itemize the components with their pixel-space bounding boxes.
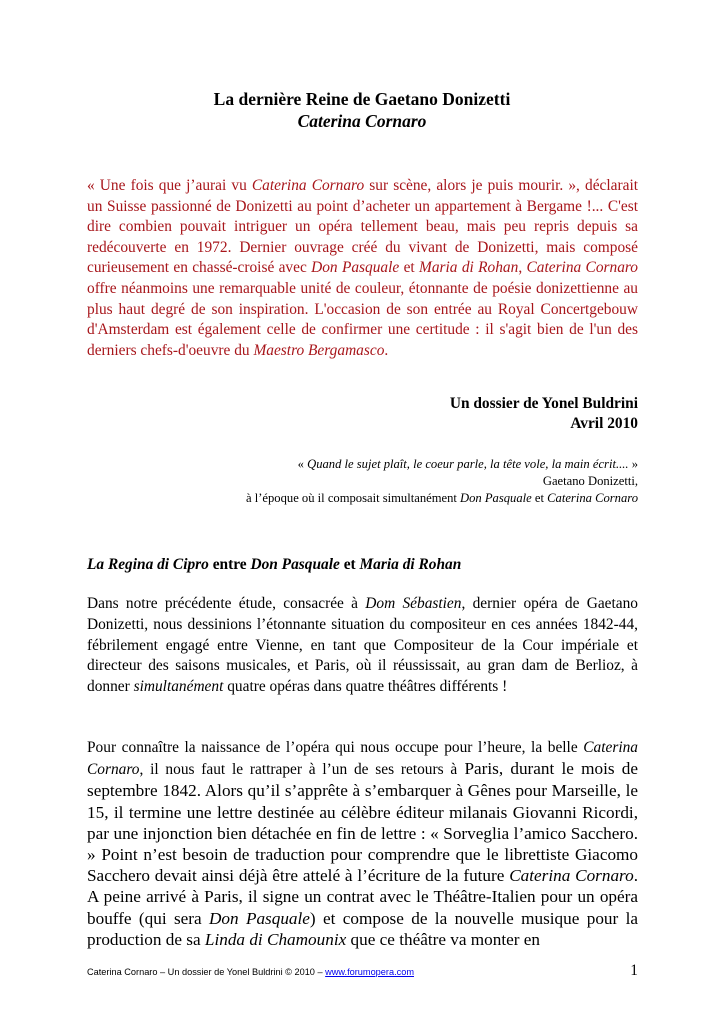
body-text: , dernier opéra de Gaetano Donizetti, nous dessinions l’étonnante situation du compositeur en ces années 1842-44, fébrilement engagé entre Vienne, en tant que Compositeur de la Cour impériale et directeur des saisons musicales, et Paris, où il réussissait, au gran dam de Berlioz, à donner [87, 595, 639, 696]
intro-italic: Maria di Rohan [419, 259, 519, 277]
section-heading-text: et [339, 556, 360, 573]
intro-paragraph [87, 176, 638, 361]
epigraph-quote [298, 456, 638, 473]
intro-italic: Don Pasquale [311, 259, 400, 277]
body-italic: Caterina Cornaro [87, 739, 638, 779]
intro-text: sur scène, alors je puis mourir. », déclarait un Suisse passionné de Donizetti au point d’acheter un appartement à Bergame !... C'est dire combien pouvait intriguer un opéra tellement beau, mais peu repris depuis sa redécouverte en 1972. Dernier ouvrage créé du vivant de Donizetti, mais composé curieusement en chassé-croisé avec [87, 177, 638, 277]
intro-text: et [399, 259, 420, 277]
section-heading-italic: La Regina di Cipro [87, 556, 209, 573]
epigraph-context-italic: Caterina Cornaro [547, 491, 638, 505]
epigraph-attribution: Gaetano Donizetti, [542, 474, 638, 488]
intro-text: . [384, 341, 389, 359]
epigraph-close: » [628, 457, 638, 471]
document-subtitle: Caterina Cornaro [297, 111, 427, 131]
body-text: quatre opéras dans quatre théâtres différents ! [223, 678, 508, 696]
epigraph-context-text: et [531, 491, 548, 505]
section-heading [87, 555, 461, 575]
epigraph-text: Quand le sujet plaît, le coeur parle, la tête vole, la main écrit.... [307, 457, 629, 471]
document-title: La dernière Reine de Gaetano Donizetti [213, 89, 511, 109]
epigraph-open: « [297, 457, 308, 471]
body-text: que ce théâtre va monter en [346, 929, 540, 949]
section-heading-italic: Maria di Rohan [359, 556, 462, 573]
footer-text: Caterina Cornaro – Un dossier de Yonel Buldrini © 2010 – [87, 967, 326, 977]
body-italic: simultanément [133, 678, 224, 696]
epigraph-context [246, 490, 638, 507]
body-text: ) et compose de la nouvelle musique pour la production de sa [87, 908, 638, 949]
body-italic: Caterina Cornaro [509, 866, 634, 886]
body-paragraph-1 [87, 594, 638, 698]
intro-italic: Maestro Bergamasco [253, 341, 385, 359]
footer-link[interactable]: www.forumopera.com [325, 967, 414, 977]
body-italic: Linda di Chamounix [204, 929, 347, 949]
section-heading-text: entre [208, 556, 251, 573]
epigraph-context-italic: Don Pasquale [460, 491, 532, 505]
byline-date: Avril 2010 [570, 415, 638, 432]
body-text: , il nous faut le rattraper à l’un de ses retours à [139, 761, 458, 779]
intro-text: , [518, 259, 527, 277]
page-footer [87, 966, 414, 978]
page-number: 1 [630, 962, 638, 979]
intro-italic: Caterina Cornaro [251, 177, 365, 194]
body-text: . A peine arrivé à Paris, il signe un contrat avec le Théâtre-Italien pour un opéra bouffe (qui sera [87, 866, 638, 928]
body-text: Dans notre précédente étude, consacrée à [87, 595, 366, 612]
body-italic: Dom Sébastien [365, 595, 462, 612]
body-paragraph-2 [87, 736, 638, 950]
body-text: Pour connaître la naissance de l’opéra qui nous occupe pour l’heure, la belle [87, 739, 584, 756]
body-text: Paris, durant le mois de septembre 1842. Alors qu’il s’apprête à s’embarquer à Gênes pour Marseille, le 15, il termine une lettre destinée au célèbre éditeur milanais Giovanni Ricordi, par une injonction bien détachée en fin de lettre : « Sorveglia l’amico Sacchero. » Point n’est besoin de traduction pour comprendre que le librettiste Giacomo Sacchero devait ainsi déjà être attelé à l’écriture de la future [87, 759, 638, 886]
intro-text: offre néanmoins une remarquable unité de couleur, étonnante de poésie donizettienne au plus haut degré de son inspiration. L'occasion de son entrée au Royal Concertgebouw d'Amsterdam est également celle de confirmer une certitude : il s'agit bien de l'un des derniers chefs-d'oeuvre du [87, 279, 638, 359]
epigraph-context-text: à l’époque où il composait simultanément [245, 491, 461, 505]
intro-italic: Caterina Cornaro [526, 259, 639, 277]
byline-author: Un dossier de Yonel Buldrini [449, 395, 638, 412]
section-heading-italic: Don Pasquale [250, 556, 340, 573]
body-italic: Don Pasquale [208, 908, 310, 928]
intro-text: « Une fois que j’aurai vu [87, 177, 252, 194]
